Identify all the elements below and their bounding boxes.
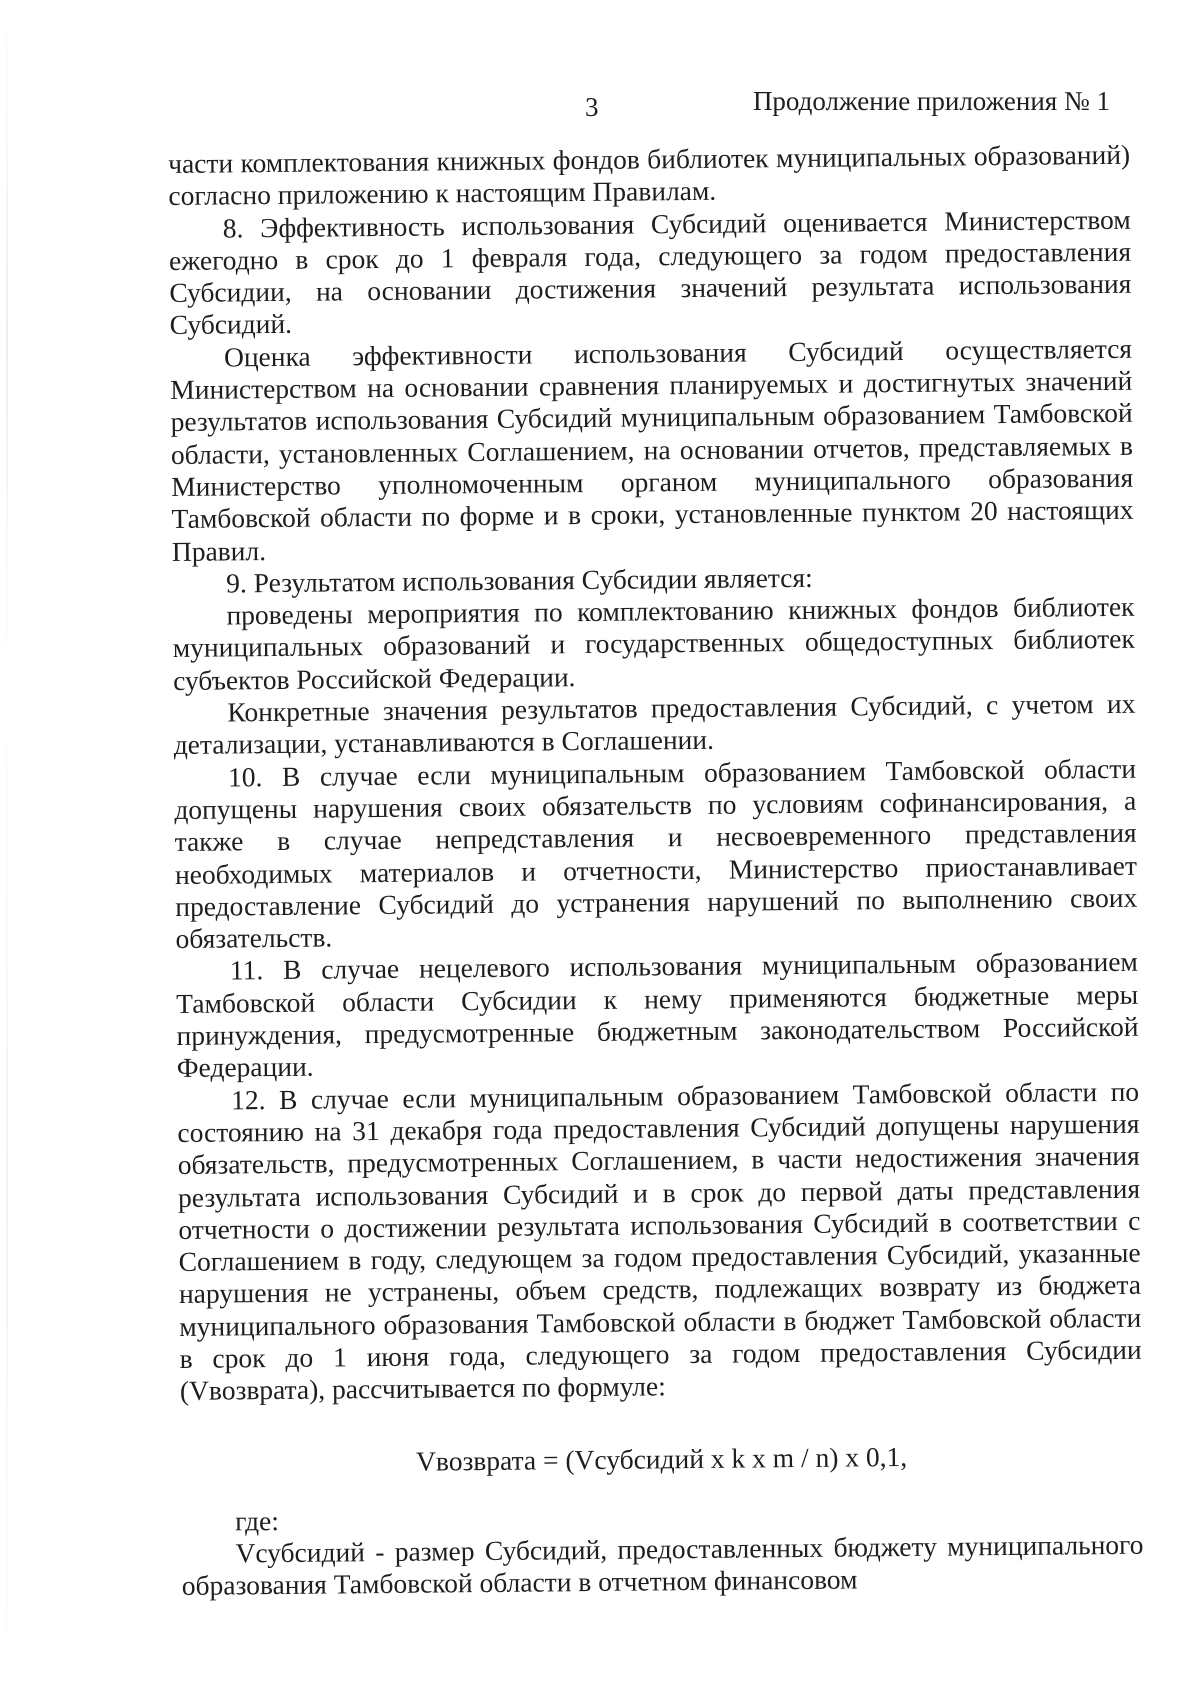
paragraph-item-12: 12. В случае если муниципальным образованием Тамбовской области по состоянию на 31 декабря года предоставления Субсидий допущены нарушения обязательств, предусмотренных Соглашением, в части недостижения значения результата использования Субсидий и в срок до первой даты представления отчетности о достижении результата использования Субсидий в соответствии с Соглашением в году, следующем за годом предоставления Субсидий, указанные нарушения не устранены, объем средств, подлежащих возврату из бюджета муниципального образования Тамбовской области в бюджет Тамбовской области в срок до 1 июня года, следующего за годом предоставления Субсидии (Vвозврата), рассчитывается по формуле: [177,1075,1142,1407]
page-number: 3 [585,92,599,122]
appendix-continuation-header: Продолжение приложения № 1 [752,86,1110,116]
where-label: где: [235,1504,280,1537]
paragraph-continuation: части комплектования книжных фондов библиотек муниципальных образований) согласно приложению к настоящим Правилам. [168,138,1131,212]
paragraph-item-11: 11. В случае нецелевого использования муниципальным образованием Тамбовской области Субсидии к нему применяются бюджетные меры принуждения, предусмотренные бюджетным законодательством Российской Федерации. [176,946,1139,1084]
paragraph-item-8: 8. Эффективность использования Субсидий оценивается Министерством ежегодно в срок до 1 февраля года, следующего за годом предоставления Субсидии, на основании достижения значений результата использования Субсидий. [168,203,1132,341]
paragraph-item-10: 10. В случае если муниципальным образованием Тамбовской области допущены нарушения своих обязательств по условиям софинансирования, а также в случае непредставления и несвоевременного представления необходимых материалов и отчетности, Министерство приостанавливает предоставление Субсидий до устранения нарушений по выполнению своих обязательств. [174,752,1138,955]
paragraph-result: проведены мероприятия по комплектованию книжных фондов библиотек муниципальных образований и государственных общедоступных библиотек субъектов Российской Федерации. [172,590,1135,696]
paragraph-evaluation: Оценка эффективности использования Субсидий осуществляется Министерством на основании сравнения планируемых и достигнутых значений результатов использования Субсидий муниципальным образованием Тамбовской области, установленных Соглашением, на основании отчетов, представляемых в Министерство уполномоченным органом муниципального образования Тамбовской области по форме и в сроки, установленные пунктом 20 настоящих Правил. [170,332,1134,567]
definition-v-subsidies: Vсубсидий - размер Субсидий, предоставленных бюджету муниципального образования Тамбовской области в отчетном финансовом [181,1528,1144,1602]
refund-formula: Vвозврата = (Vсубсидий x k x m / n) x 0,1, [415,1440,908,1477]
paragraph-result-values: Конкретные значения результатов предоставления Субсидий, с учетом их детализации, устанавливаются в Соглашении. [173,687,1136,761]
document-body [168,139,1144,1603]
paragraph-item-9: 9. Результатом использования Субсидии является: [226,561,813,599]
scan-edge-shadow [6,0,8,1697]
